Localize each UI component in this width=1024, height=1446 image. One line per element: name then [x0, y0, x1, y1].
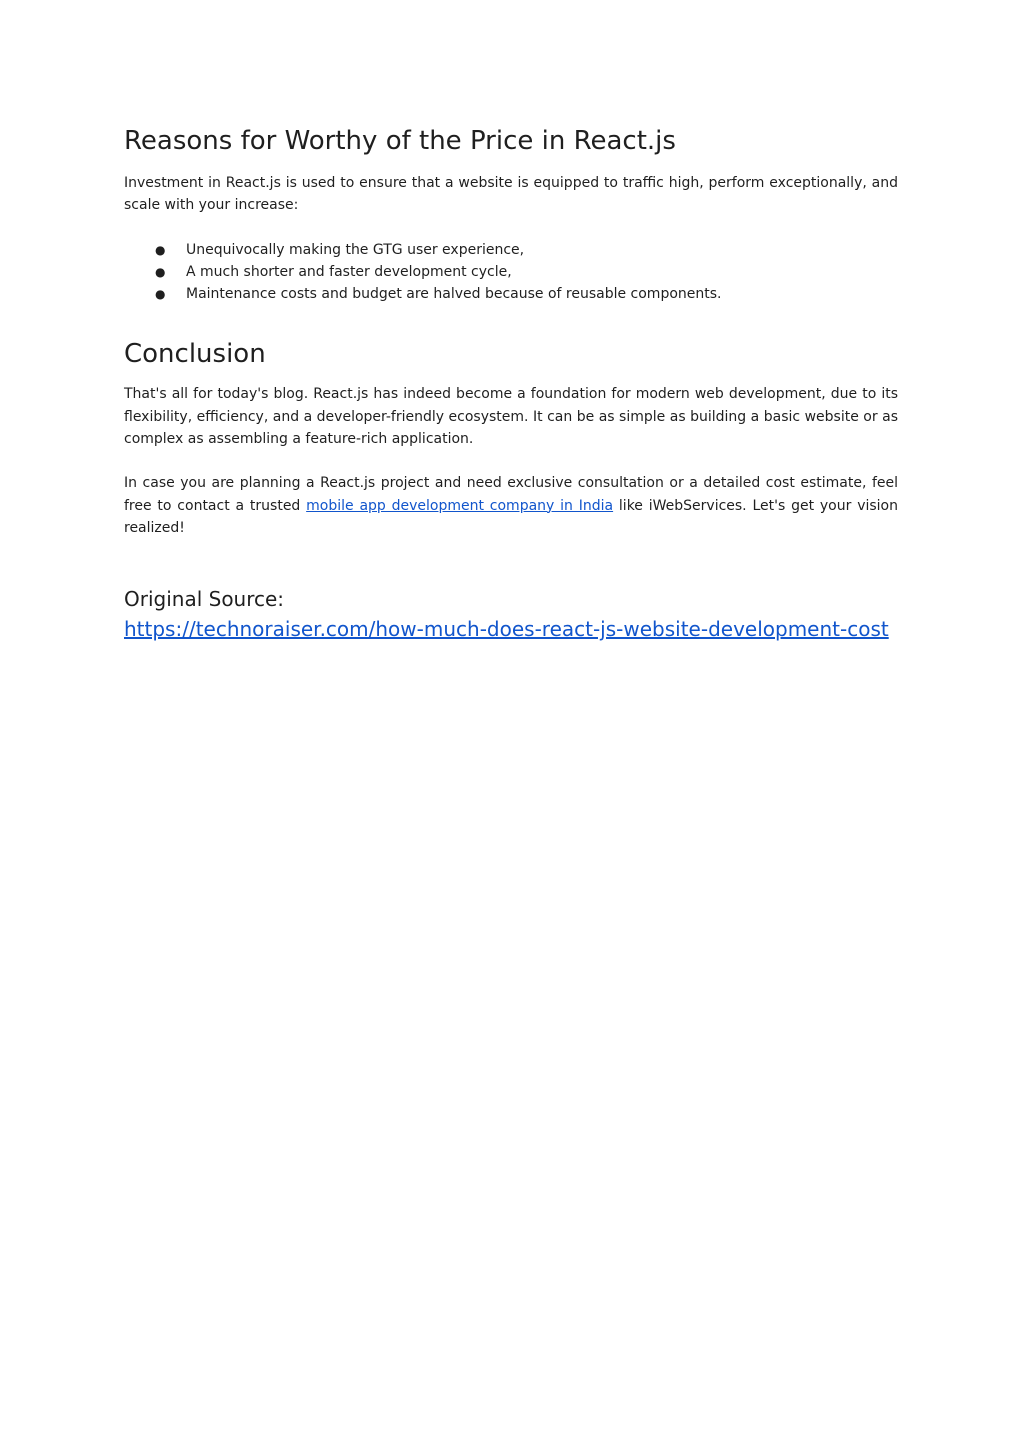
list-item: [124, 283, 898, 305]
list-item: [124, 239, 898, 261]
list-item-text: Unequivocally making the GTG user experience,: [186, 241, 525, 258]
company-link[interactable]: mobile app development company in India: [306, 497, 614, 514]
source-label: Original Source:: [124, 587, 285, 612]
reasons-intro-paragraph: Investment in React.js is used to ensure that a website is equipped to traffic high, perform exceptionally, and scale with your increase:: [124, 175, 898, 214]
list-item-text: Maintenance costs and budget are halved because of reusable components.: [186, 286, 722, 303]
paragraph-text: like iWebServices. Let's get your vision realized!: [124, 497, 898, 536]
paragraph-text: In case you are planning a React.js project and need exclusive consultation or a detailed cost estimate, feel free to contact a trusted: [124, 475, 898, 514]
list-item-text: A much shorter and faster development cycle,: [186, 263, 512, 280]
section-heading-reasons: Reasons for Worthy of the Price in React.js: [124, 126, 676, 156]
conclusion-paragraph-1: That's all for today's blog. React.js has indeed become a foundation for modern web development, due to its flexibility, efficiency, and a developer-friendly ecosystem. It can be as simple as building a basic website or as complex as assembling a feature-rich application.: [124, 386, 898, 448]
bullet-icon: ●: [155, 242, 166, 257]
bullet-icon: ●: [155, 287, 166, 302]
conclusion-paragraph-2: [124, 472, 898, 539]
document-page: [124, 122, 898, 644]
bullet-icon: ●: [155, 264, 166, 279]
list-item: [124, 261, 898, 283]
section-heading-conclusion: Conclusion: [124, 339, 266, 370]
reasons-bullet-list: [124, 239, 898, 306]
source-block: [124, 584, 898, 644]
source-url-link[interactable]: https://technoraiser.com/how-much-does-react-js-website-development-cost: [124, 617, 889, 642]
